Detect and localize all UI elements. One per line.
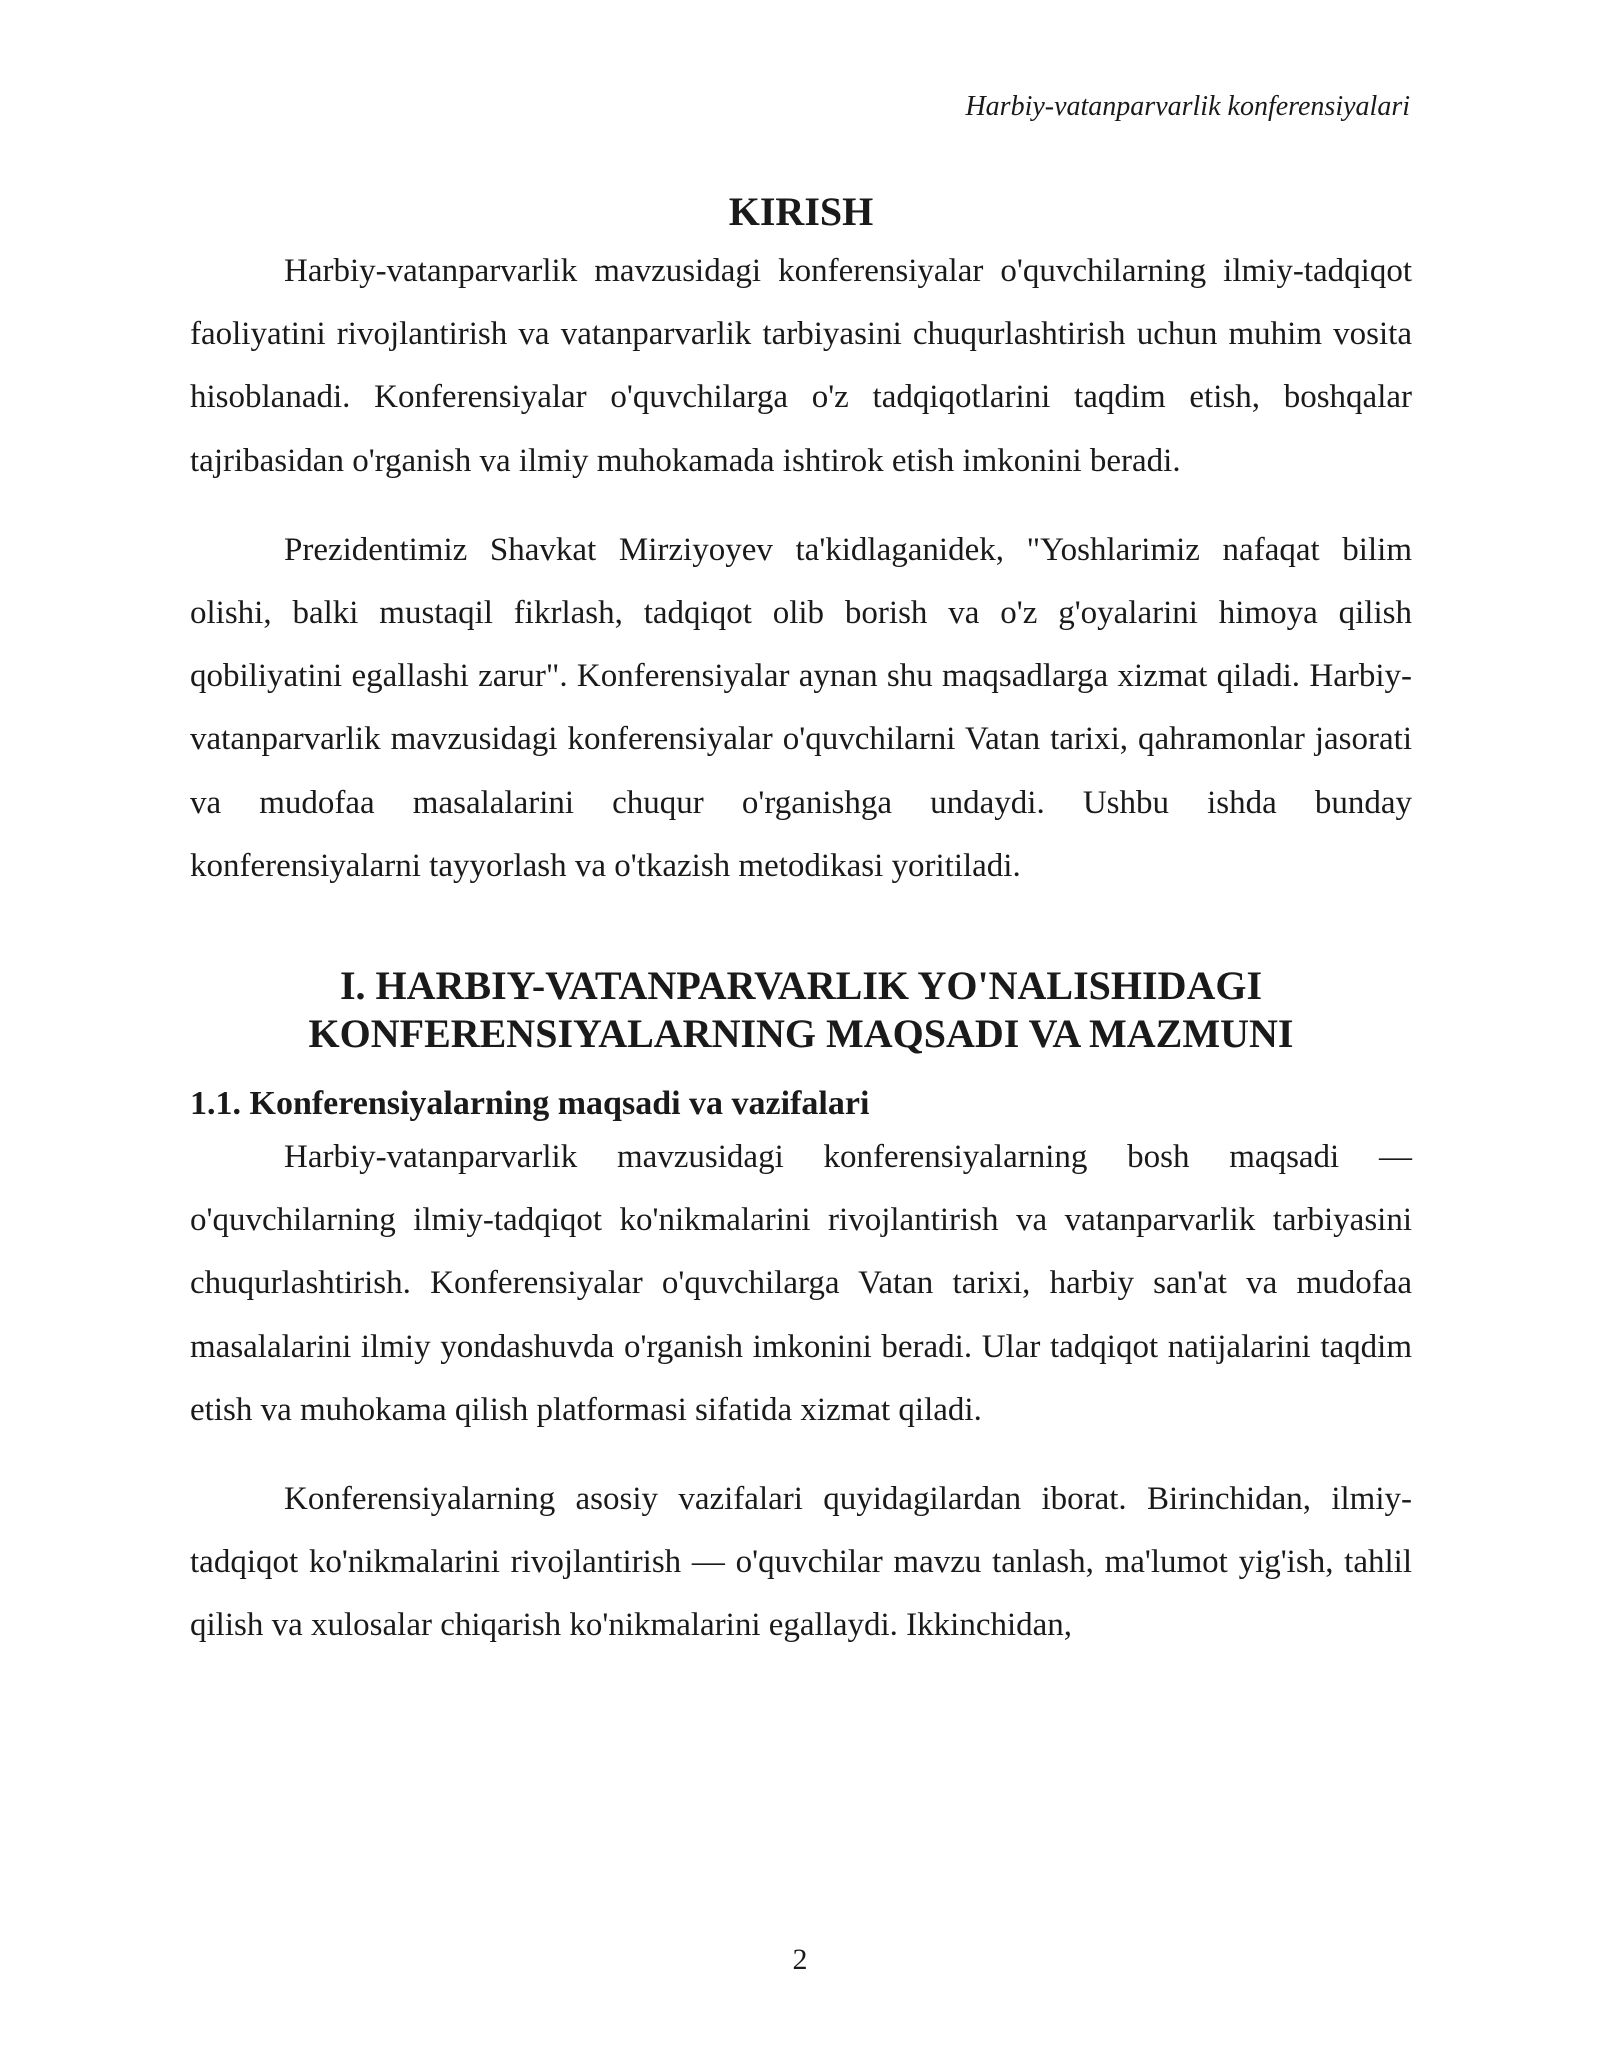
section-paragraph-1: Harbiy-vatanparvarlik mavzusidagi konferensiyalarning bosh maqsadi — o'quvchilarning ilmiy-tadqiqot ko'nikmalarini rivojlantirish va vatanparvarlik tarbiyasini chuqurlashtirish. Konferensiyalar o'quvchilarga Vatan tarixi, harbiy san'at va mudofaa masalalarini ilmiy yondashuvda o'rganish imkonini beradi. Ular tadqiqot natijalarini taqdim etish va muhokama qilish platformasi sifatida xizmat qiladi. <box>190 1139 1412 1428</box>
section-title <box>190 962 1412 1058</box>
section-title-line-1: I. HARBIY-VATANPARVARLIK YO'NALISHIDAGI <box>339 963 1263 1009</box>
intro-paragraph-1: Harbiy-vatanparvarlik mavzusidagi konferensiyalar o'quvchilarning ilmiy-tadqiqot faoliyatini rivojlantirish va vatanparvarlik tarbiyasini chuqurlashtirish uchun muhim vosita hisoblanadi. Konferensiyalar o'quvchilarga o'z tadqiqotlarini taqdim etish, boshqalar tajribasidan o'rganish va ilmiy muhokamada ishtirok etish imkonini beradi. <box>190 253 1412 479</box>
section-paragraph-2: Konferensiyalarning asosiy vazifalari quyidagilardan iborat. Birinchidan, ilmiy-tadqiqot ko'nikmalarini rivojlantirish — o'quvchilar mavzu tanlash, ma'lumot yig'ish, tahlil qilish va xulosalar chiqarish ko'nikmalarini egallaydi. Ikkinchidan, <box>190 1481 1412 1644</box>
page-number: 2 <box>792 1943 808 1976</box>
running-header: Harbiy-vatanparvarlik konferensiyalari <box>965 91 1410 122</box>
intro-title: KIRISH <box>728 189 874 234</box>
section-title-line-2: KONFERENSIYALARNING MAQSADI VA MAZMUNI <box>308 1011 1294 1057</box>
page-content <box>190 188 1412 1658</box>
intro-paragraph-2: Prezidentimiz Shavkat Mirziyoyev ta'kidlaganidek, "Yoshlarimiz nafaqat bilim olishi, balki mustaqil fikrlash, tadqiqot olib borish va o'z g'oyalarini himoya qilish qobiliyatini egallashi zarur". Konferensiyalar aynan shu maqsadlarga xizmat qiladi. Harbiy-vatanparvarlik mavzusidagi konferensiyalar o'quvchilarni Vatan tarixi, qahramonlar jasorati va mudofaa masalalarini chuqur o'rganishga undaydi. Ushbu ishda bunday konferensiyalarni tayyorlash va o'tkazish metodikasi yoritiladi. <box>190 531 1412 884</box>
subsection-title: 1.1. Konferensiyalarning maqsadi va vazifalari <box>190 1085 870 1123</box>
